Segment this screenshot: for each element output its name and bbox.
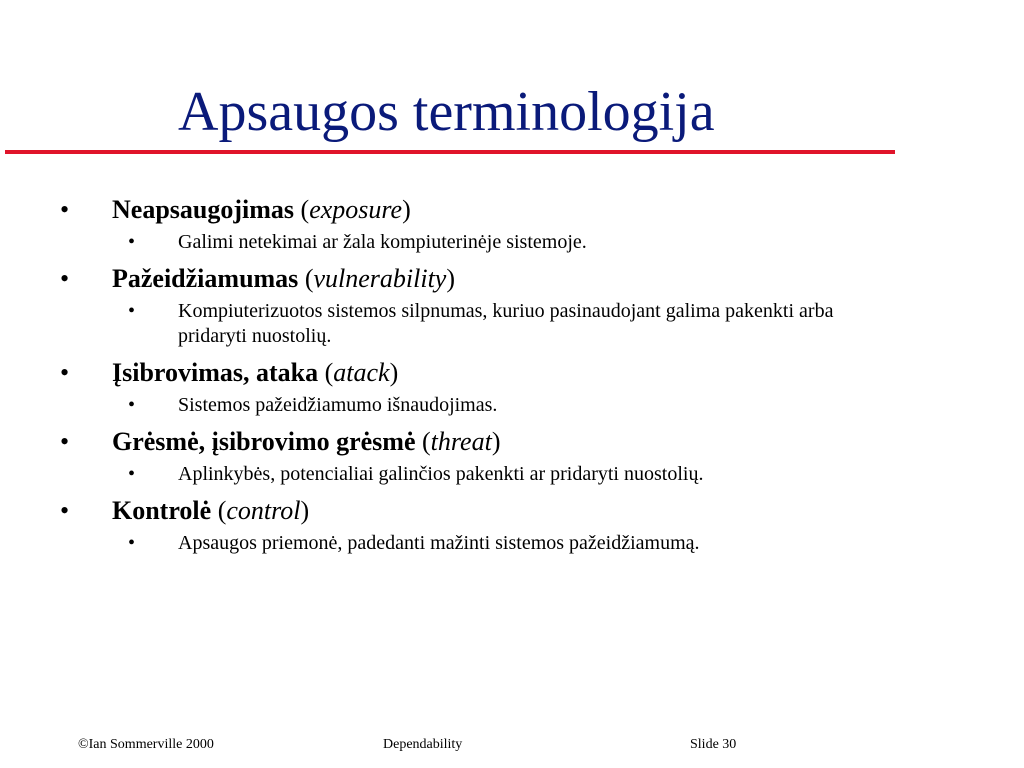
description-text: Sistemos pažeidžiamumo išnaudojimas. [178,394,498,416]
term-en: threat [430,427,492,456]
term-description [58,393,878,418]
paren-close: ) [446,264,456,293]
sub-bullet-icon: • [128,231,136,253]
term-description [58,531,878,556]
description-text: Apsaugos priemonė, padedanti mažinti sistemos pažeidžiamumą. [178,532,700,554]
paren-open: ( [318,358,334,387]
paren-open: ( [415,427,431,456]
term-lt: Kontrolė [112,496,212,525]
term-lt: Neapsaugojimas [112,195,295,224]
paren-close: ) [300,496,310,525]
term-en: control [226,496,301,525]
paren-close: ) [491,427,501,456]
term-en: vulnerability [313,264,447,293]
term-description [58,299,878,349]
term-description [58,462,878,487]
description-text: Galimi netekimai ar žala kompiuterinėje sistemoje. [178,231,587,253]
term-line [58,493,938,529]
paren-close: ) [402,195,411,224]
term-lt: Grėsmė, įsibrovimo grėsmė [112,427,416,456]
list-item [58,493,938,556]
term-lt: Pažeidžiamumas [112,264,299,293]
term-line [58,424,938,460]
list-item [58,355,938,418]
bullet-icon: • [60,195,70,224]
sub-bullet-icon: • [128,532,136,554]
term-en: atack [333,358,390,387]
description-text: Aplinkybės, potencialiai galinčios pakenkti ar pridaryti nuostolių. [178,463,704,485]
sub-bullet-icon: • [128,463,136,485]
term-description [58,230,878,255]
paren-open: ( [211,496,227,525]
list-item [58,424,938,487]
bullet-icon: • [60,264,70,293]
term-en: exposure [309,195,403,224]
list-item [58,192,938,255]
bullet-icon: • [60,496,70,525]
sub-bullet-icon: • [128,394,136,416]
sub-bullet-icon: • [128,300,136,322]
bullet-icon: • [60,358,70,387]
term-line [58,192,938,228]
title-underline [5,150,895,154]
footer-topic: Dependability [383,737,463,752]
paren-open: ( [298,264,314,293]
footer-slide-number: Slide 30 [690,737,737,752]
list-item [58,261,938,349]
footer-copyright: ©Ian Sommerville 2000 [78,737,214,752]
bullet-list [58,192,938,562]
bullet-icon: • [60,427,70,456]
term-line [58,261,938,297]
term-line [58,355,938,391]
slide-title: Apsaugos terminologija [178,81,715,143]
description-text: Kompiuterizuotos sistemos silpnumas, kuriuo pasinaudojant galima pakenkti arba pridaryti nuostolių. [178,300,834,347]
paren-close: ) [389,358,399,387]
term-lt: Įsibrovimas, ataka [112,358,319,387]
paren-open: ( [294,195,310,224]
